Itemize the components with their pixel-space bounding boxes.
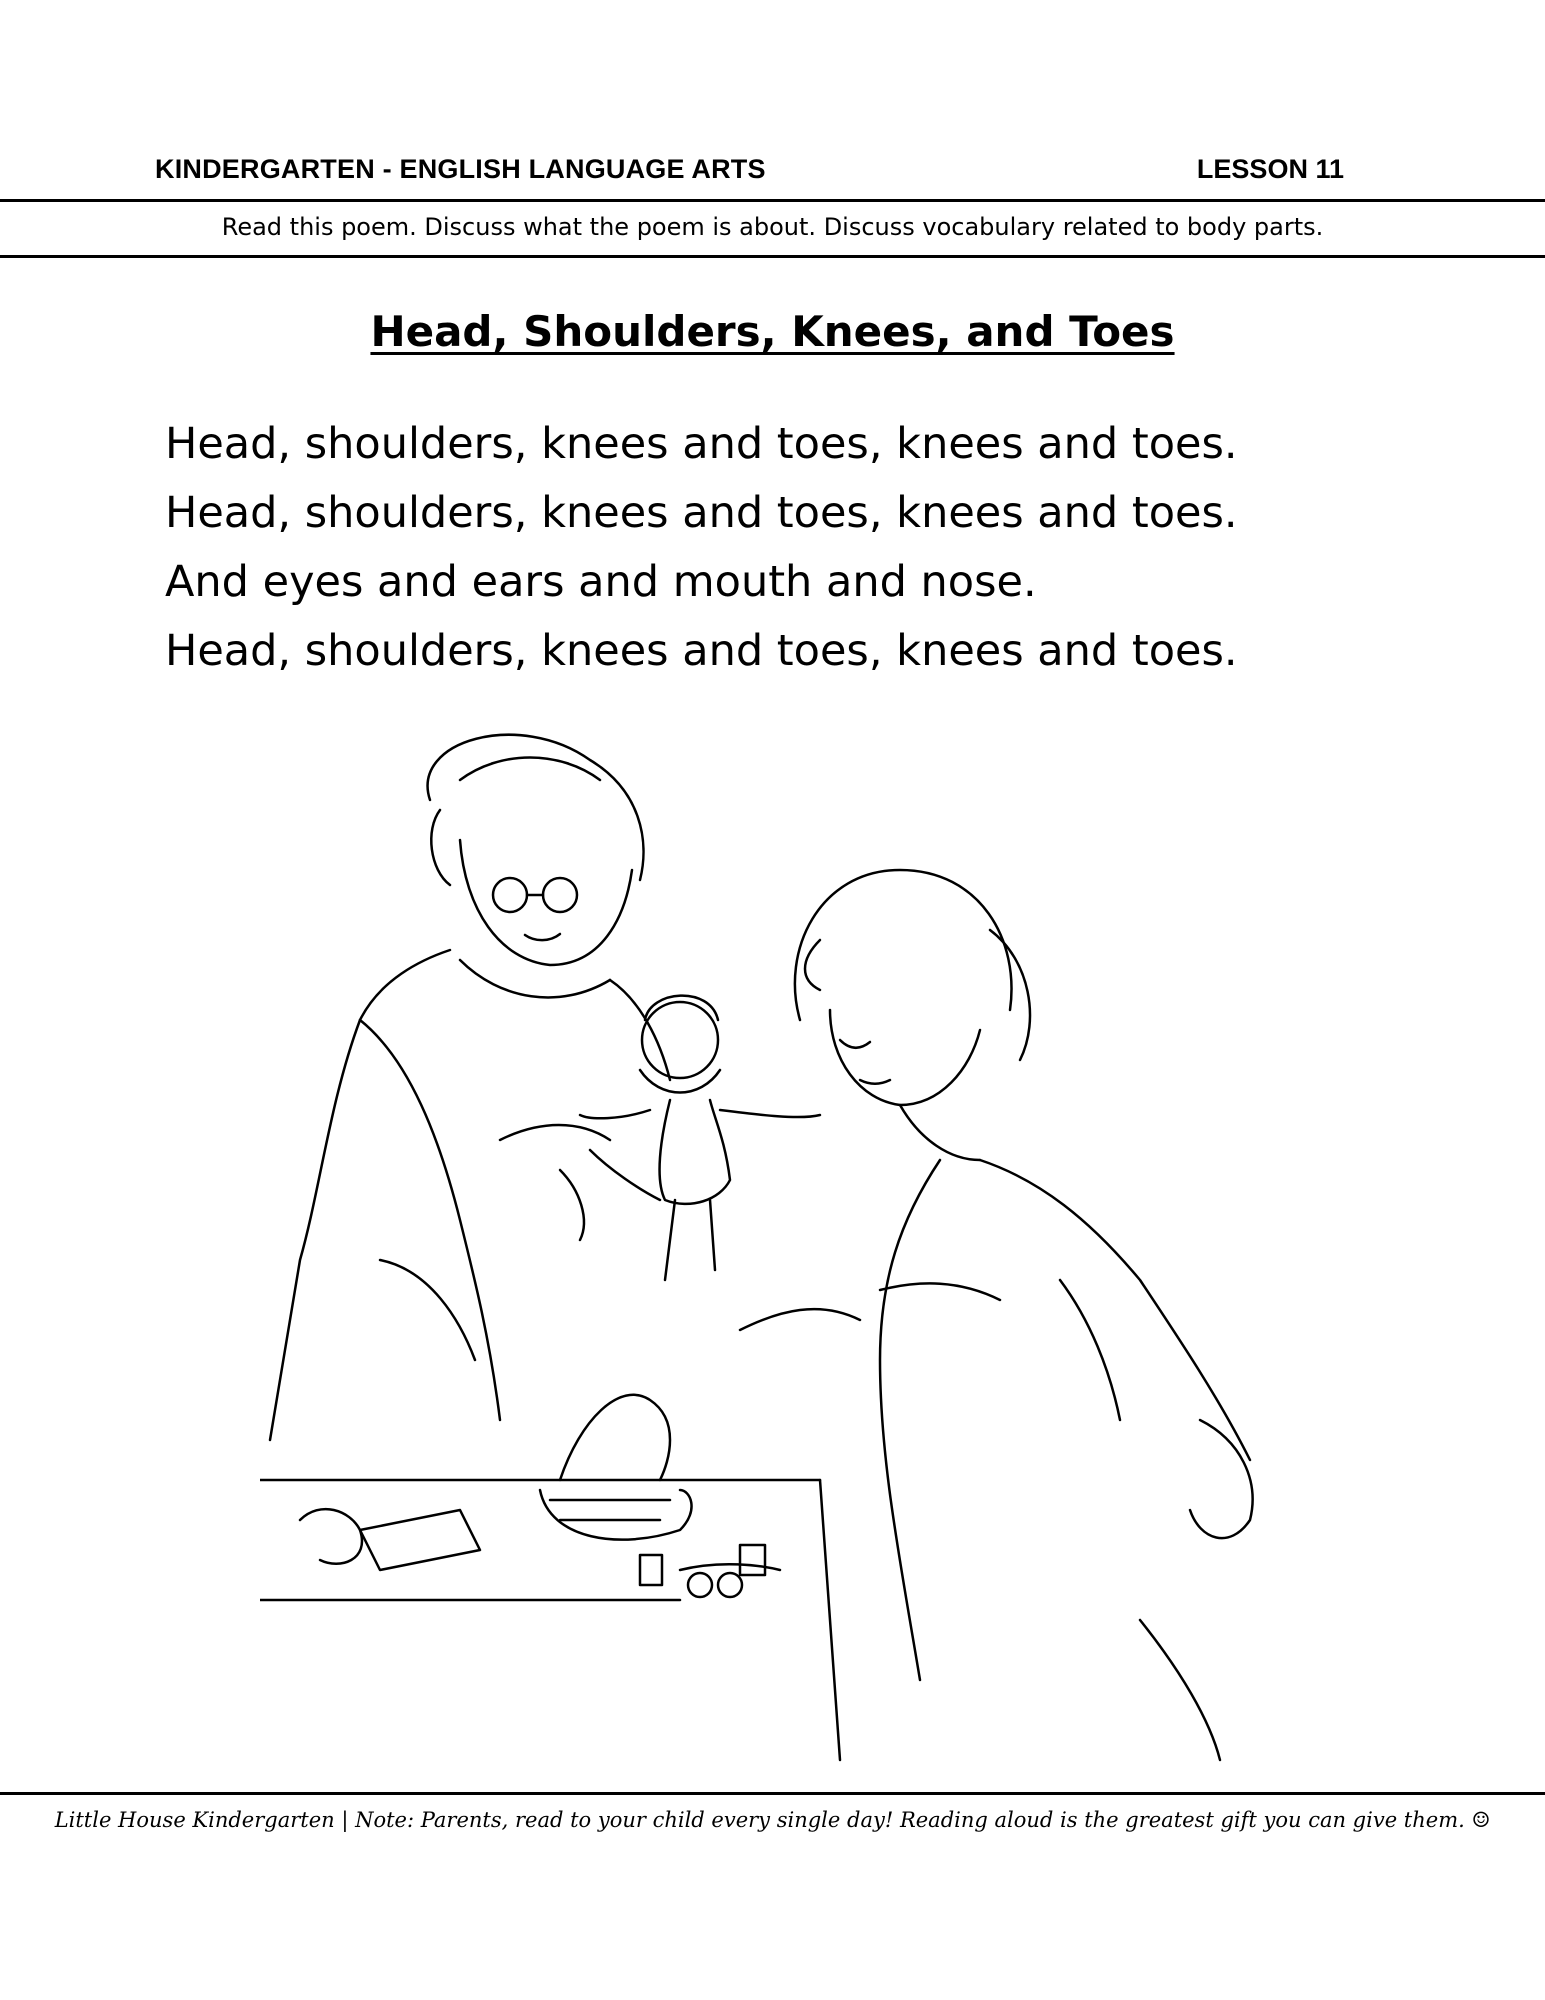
poem-body <box>165 410 1415 686</box>
poem-line: Head, shoulders, knees and toes, knees and toes. <box>165 488 1238 538</box>
illustration-grandmother-and-girl <box>260 720 1300 1770</box>
poem-line: Head, shoulders, knees and toes, knees and toes. <box>165 419 1238 469</box>
footer-note: Little House Kindergarten | Note: Parents, read to your child every single day! Reading aloud is the greatest gift you can give them. ☺ <box>54 1808 1491 1832</box>
footer-divider <box>0 1792 1545 1795</box>
grandmother-figure <box>270 735 670 1440</box>
lesson-number: LESSON 11 <box>1196 154 1344 184</box>
doll-figure <box>580 996 820 1280</box>
poem-title: Head, Shoulders, Knees, and Toes <box>370 307 1175 356</box>
girl-figure <box>740 870 1253 1760</box>
instructions-text: Read this poem. Discuss what the poem is about. Discuss vocabulary related to body parts. <box>221 213 1324 241</box>
poem-line: And eyes and ears and mouth and nose. <box>165 557 1037 607</box>
page-header <box>0 150 1545 194</box>
table-with-basket <box>260 1395 840 1760</box>
subject-label: KINDERGARTEN - ENGLISH LANGUAGE ARTS <box>155 154 766 184</box>
instructions-divider <box>0 255 1545 258</box>
header-divider <box>0 199 1545 202</box>
poem-line: Head, shoulders, knees and toes, knees and toes. <box>165 626 1238 676</box>
